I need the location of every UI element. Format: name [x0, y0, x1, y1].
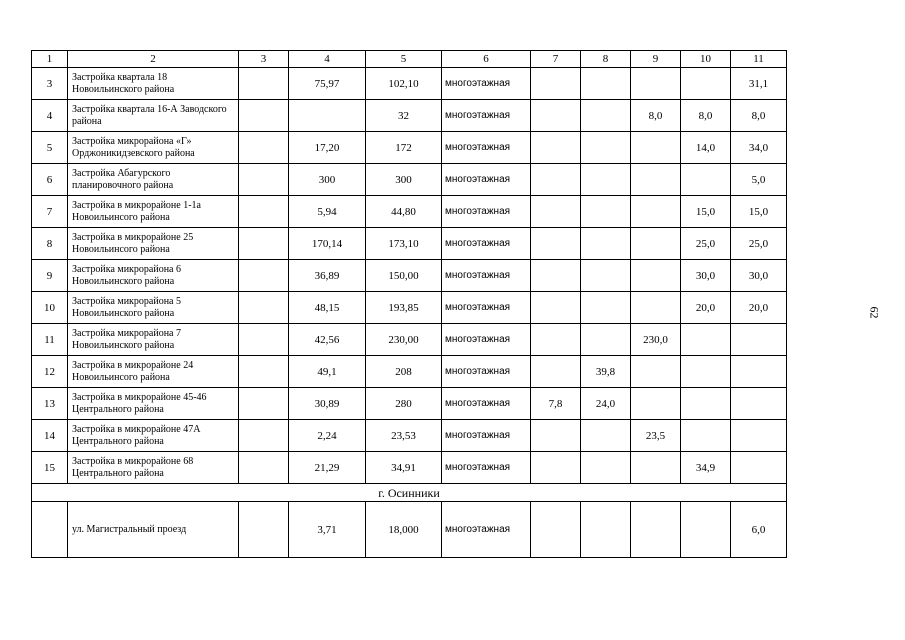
- value-cell: [531, 356, 581, 388]
- row-number-cell: 3: [32, 68, 68, 100]
- value-cell: [681, 502, 731, 558]
- value-cell: 18,000: [366, 502, 442, 558]
- value-cell: [681, 164, 731, 196]
- value-cell: [631, 164, 681, 196]
- value-cell: 25,0: [681, 228, 731, 260]
- table-row: [32, 132, 787, 164]
- table-row: [32, 164, 787, 196]
- row-number-cell: 15: [32, 452, 68, 484]
- object-name-cell: Застройка микрорайона «Г» Орджоникидзевского района: [68, 132, 239, 164]
- value-cell: 75,97: [289, 68, 366, 100]
- value-cell: 230,00: [366, 324, 442, 356]
- value-cell: 230,0: [631, 324, 681, 356]
- header-cell: 1: [32, 51, 68, 68]
- value-cell: 3,71: [289, 502, 366, 558]
- building-type-cell: многоэтажная: [442, 356, 531, 388]
- value-cell: 300: [366, 164, 442, 196]
- object-name-cell: Застройка в микрорайоне 1-1а Новоильинсого района: [68, 196, 239, 228]
- object-name-cell: Застройка квартала 18 Новоильинского района: [68, 68, 239, 100]
- page-number: 62: [867, 306, 882, 319]
- value-cell: [631, 388, 681, 420]
- row-number-cell: [32, 502, 68, 558]
- object-name-cell: Застройка Абагурского планировочного района: [68, 164, 239, 196]
- object-name-cell: Застройка в микрорайоне 45-46 Центрального района: [68, 388, 239, 420]
- value-cell: 44,80: [366, 196, 442, 228]
- value-cell: [239, 100, 289, 132]
- object-name-cell: Застройка микрорайона 7 Новоильинского района: [68, 324, 239, 356]
- row-number-cell: 9: [32, 260, 68, 292]
- building-type-cell: многоэтажная: [442, 132, 531, 164]
- value-cell: 208: [366, 356, 442, 388]
- building-type-cell: многоэтажная: [442, 100, 531, 132]
- value-cell: [531, 502, 581, 558]
- value-cell: [581, 164, 631, 196]
- table-row: [32, 502, 787, 558]
- object-name-cell: Застройка в микрорайоне 47А Центрального района: [68, 420, 239, 452]
- value-cell: [581, 132, 631, 164]
- row-number-cell: 5: [32, 132, 68, 164]
- value-cell: [581, 292, 631, 324]
- value-cell: 170,14: [289, 228, 366, 260]
- value-cell: [531, 420, 581, 452]
- building-type-cell: многоэтажная: [442, 260, 531, 292]
- value-cell: 300: [289, 164, 366, 196]
- table-row: [32, 388, 787, 420]
- value-cell: [581, 260, 631, 292]
- building-type-cell: многоэтажная: [442, 292, 531, 324]
- value-cell: [531, 196, 581, 228]
- value-cell: [581, 196, 631, 228]
- table-row: [32, 420, 787, 452]
- row-number-cell: 12: [32, 356, 68, 388]
- value-cell: 42,56: [289, 324, 366, 356]
- value-cell: [631, 452, 681, 484]
- value-cell: 39,8: [581, 356, 631, 388]
- header-cell: 3: [239, 51, 289, 68]
- value-cell: [239, 196, 289, 228]
- header-cell: 5: [366, 51, 442, 68]
- object-name-cell: Застройка микрорайона 5 Новоильинского района: [68, 292, 239, 324]
- table-row: [32, 356, 787, 388]
- value-cell: [581, 452, 631, 484]
- value-cell: [631, 132, 681, 164]
- row-number-cell: 4: [32, 100, 68, 132]
- value-cell: [631, 228, 681, 260]
- value-cell: [631, 502, 681, 558]
- table-row: [32, 452, 787, 484]
- value-cell: 280: [366, 388, 442, 420]
- value-cell: [531, 260, 581, 292]
- value-cell: [239, 260, 289, 292]
- header-cell: 2: [68, 51, 239, 68]
- header-cell: 4: [289, 51, 366, 68]
- value-cell: [631, 356, 681, 388]
- value-cell: [239, 388, 289, 420]
- value-cell: 30,0: [731, 260, 787, 292]
- value-cell: [681, 356, 731, 388]
- value-cell: [681, 324, 731, 356]
- value-cell: 6,0: [731, 502, 787, 558]
- value-cell: [581, 324, 631, 356]
- table-row: [32, 196, 787, 228]
- object-name-cell: Застройка квартала 16-А Заводского района: [68, 100, 239, 132]
- value-cell: [681, 388, 731, 420]
- object-name-cell: Застройка в микрорайоне 24 Новоильинсого района: [68, 356, 239, 388]
- table-row: [32, 100, 787, 132]
- header-cell: 9: [631, 51, 681, 68]
- value-cell: [531, 164, 581, 196]
- value-cell: 34,0: [731, 132, 787, 164]
- value-cell: 30,0: [681, 260, 731, 292]
- value-cell: [731, 388, 787, 420]
- table-row: [32, 292, 787, 324]
- value-cell: [581, 228, 631, 260]
- value-cell: 23,5: [631, 420, 681, 452]
- value-cell: 30,89: [289, 388, 366, 420]
- row-number-cell: 8: [32, 228, 68, 260]
- value-cell: 24,0: [581, 388, 631, 420]
- value-cell: 150,00: [366, 260, 442, 292]
- value-cell: [631, 196, 681, 228]
- object-name-cell: ул. Магистральный проезд: [68, 502, 239, 558]
- table-row: [32, 324, 787, 356]
- value-cell: 8,0: [681, 100, 731, 132]
- value-cell: [581, 68, 631, 100]
- value-cell: [631, 260, 681, 292]
- value-cell: [531, 452, 581, 484]
- value-cell: 20,0: [681, 292, 731, 324]
- table-body: [32, 51, 787, 558]
- building-type-cell: многоэтажная: [442, 164, 531, 196]
- value-cell: [239, 292, 289, 324]
- value-cell: [631, 68, 681, 100]
- row-number-cell: 6: [32, 164, 68, 196]
- value-cell: [581, 502, 631, 558]
- value-cell: [289, 100, 366, 132]
- value-cell: 32: [366, 100, 442, 132]
- table-row: [32, 68, 787, 100]
- row-number-cell: 11: [32, 324, 68, 356]
- value-cell: 193,85: [366, 292, 442, 324]
- value-cell: [239, 132, 289, 164]
- value-cell: 172: [366, 132, 442, 164]
- section-title: г. Осинники: [32, 484, 787, 502]
- value-cell: [239, 452, 289, 484]
- value-cell: 8,0: [631, 100, 681, 132]
- data-table: [31, 50, 787, 558]
- value-cell: 17,20: [289, 132, 366, 164]
- value-cell: 15,0: [681, 196, 731, 228]
- header-cell: 10: [681, 51, 731, 68]
- value-cell: 34,91: [366, 452, 442, 484]
- building-type-cell: многоэтажная: [442, 324, 531, 356]
- object-name-cell: Застройка в микрорайоне 25 Новоильинсого района: [68, 228, 239, 260]
- value-cell: [631, 292, 681, 324]
- value-cell: 48,15: [289, 292, 366, 324]
- building-type-cell: многоэтажная: [442, 228, 531, 260]
- value-cell: [581, 100, 631, 132]
- value-cell: 14,0: [681, 132, 731, 164]
- building-type-cell: многоэтажная: [442, 388, 531, 420]
- value-cell: [531, 228, 581, 260]
- value-cell: [239, 164, 289, 196]
- header-cell: 7: [531, 51, 581, 68]
- value-cell: 102,10: [366, 68, 442, 100]
- table-row: [32, 228, 787, 260]
- value-cell: [239, 420, 289, 452]
- building-type-cell: многоэтажная: [442, 420, 531, 452]
- value-cell: [239, 502, 289, 558]
- value-cell: [239, 324, 289, 356]
- value-cell: [581, 420, 631, 452]
- value-cell: 7,8: [531, 388, 581, 420]
- value-cell: [681, 420, 731, 452]
- value-cell: 21,29: [289, 452, 366, 484]
- value-cell: [531, 132, 581, 164]
- building-type-cell: многоэтажная: [442, 196, 531, 228]
- value-cell: 8,0: [731, 100, 787, 132]
- value-cell: 5,0: [731, 164, 787, 196]
- row-number-cell: 14: [32, 420, 68, 452]
- value-cell: [731, 324, 787, 356]
- value-cell: [731, 452, 787, 484]
- building-type-cell: многоэтажная: [442, 68, 531, 100]
- row-number-cell: 7: [32, 196, 68, 228]
- value-cell: 23,53: [366, 420, 442, 452]
- value-cell: 2,24: [289, 420, 366, 452]
- value-cell: 15,0: [731, 196, 787, 228]
- table-row: [32, 260, 787, 292]
- row-number-cell: 10: [32, 292, 68, 324]
- value-cell: [731, 356, 787, 388]
- value-cell: 36,89: [289, 260, 366, 292]
- value-cell: [239, 68, 289, 100]
- object-name-cell: Застройка микрорайона 6 Новоильинского района: [68, 260, 239, 292]
- value-cell: [731, 420, 787, 452]
- header-cell: 11: [731, 51, 787, 68]
- building-type-cell: многоэтажная: [442, 502, 531, 558]
- header-cell: 8: [581, 51, 631, 68]
- value-cell: 25,0: [731, 228, 787, 260]
- value-cell: [531, 68, 581, 100]
- section-row: [32, 484, 787, 502]
- value-cell: [531, 324, 581, 356]
- value-cell: 34,9: [681, 452, 731, 484]
- value-cell: 31,1: [731, 68, 787, 100]
- value-cell: [239, 228, 289, 260]
- value-cell: 49,1: [289, 356, 366, 388]
- object-name-cell: Застройка в микрорайоне 68 Центрального района: [68, 452, 239, 484]
- value-cell: 5,94: [289, 196, 366, 228]
- value-cell: [239, 356, 289, 388]
- value-cell: 173,10: [366, 228, 442, 260]
- header-row: [32, 51, 787, 68]
- row-number-cell: 13: [32, 388, 68, 420]
- value-cell: [531, 292, 581, 324]
- value-cell: 20,0: [731, 292, 787, 324]
- header-cell: 6: [442, 51, 531, 68]
- value-cell: [531, 100, 581, 132]
- building-type-cell: многоэтажная: [442, 452, 531, 484]
- value-cell: [681, 68, 731, 100]
